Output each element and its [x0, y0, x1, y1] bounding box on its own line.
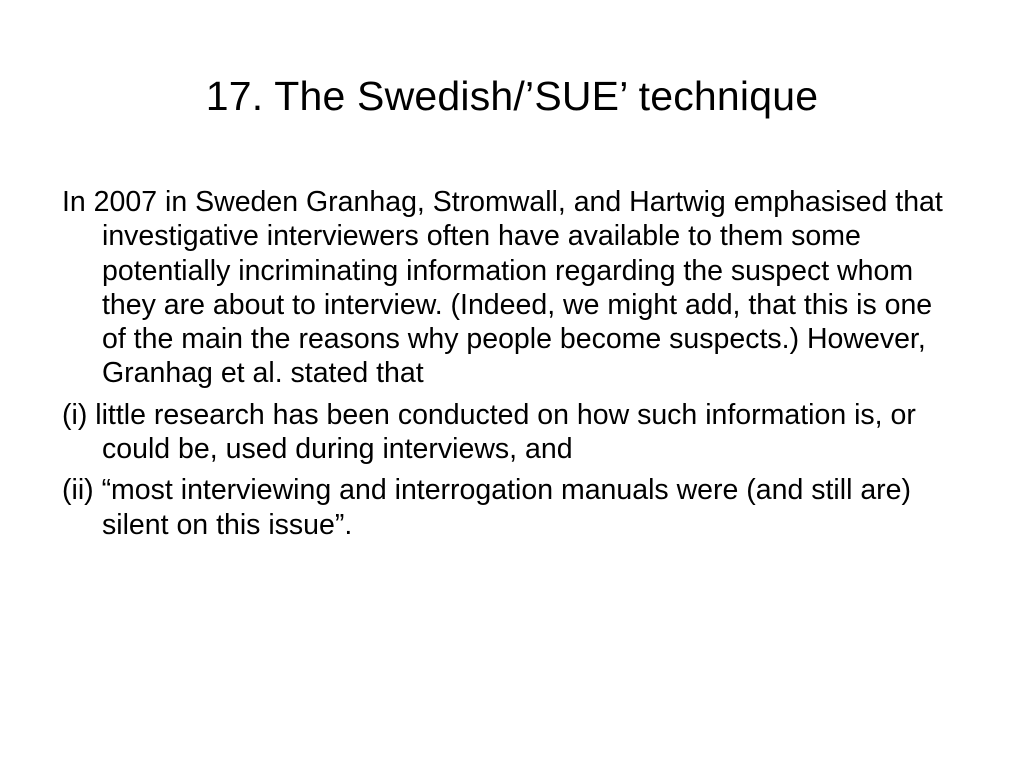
- slide-body: [62, 185, 962, 549]
- paragraph-point-i: (i) little research has been conducted on how such information is, or could be, used during interviews, and: [62, 398, 916, 466]
- paragraph-intro: In 2007 in Sweden Granhag, Stromwall, and Hartwig emphasised that investigative interviewers often have available to them some potentially incriminating information regarding the suspect whom they are about to interview. (Indeed, we might add, that this is one of the main the reasons why people become suspects.) However, Granhag et al. stated that: [62, 186, 943, 390]
- slide-title: 17. The Swedish/’SUE’ technique: [205, 73, 819, 119]
- paragraph-point-ii: (ii) “most interviewing and interrogation manuals were (and still are) silent on this issue”.: [62, 474, 912, 541]
